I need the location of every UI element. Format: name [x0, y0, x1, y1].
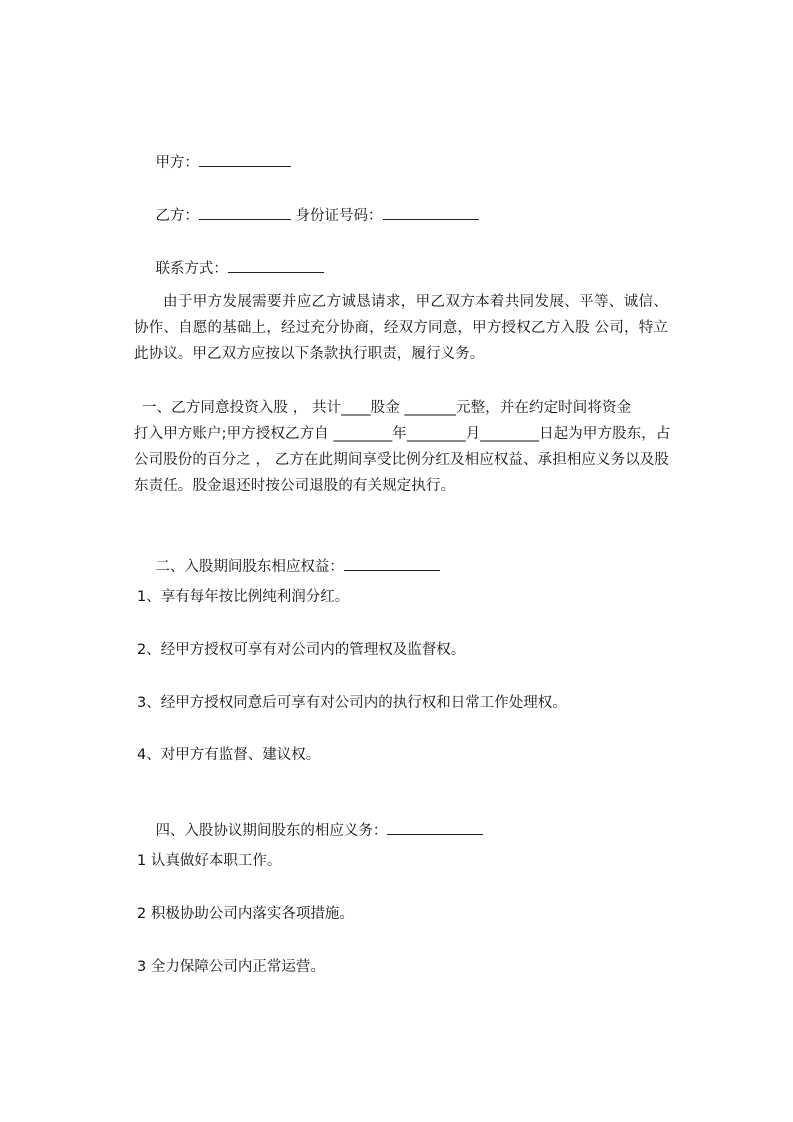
- clause-one-line-2: 打入甲方账户;甲方授权乙方自 ________年________月________日起为甲方股东，占: [134, 426, 671, 442]
- rights-item: 4、对甲方有监督、建议权。: [137, 747, 321, 763]
- rights-item: 1、享有每年按比例纯利润分红。: [137, 589, 350, 605]
- duties-item: 3 全力保障公司内正常运营。: [137, 959, 325, 975]
- duties-item: 1 认真做好本职工作。: [137, 853, 282, 869]
- party-a-label: 甲方：: [155, 155, 199, 171]
- party-b-blank[interactable]: [199, 204, 291, 220]
- clause-two-heading: 二、入股期间股东相应权益：: [155, 559, 344, 575]
- duties-item: 2 积极协助公司内落实各项措施。: [137, 906, 354, 922]
- clause-four-blank[interactable]: [387, 819, 483, 835]
- clause-one-line-4: 东责任。股金退还时按公司退股的有关规定执行。: [134, 478, 456, 494]
- id-number-label: 身份证号码：: [295, 208, 383, 224]
- clause-one: [134, 395, 674, 499]
- clause-one-line-3: 公司股份的百分之 ， 乙方在此期间享受比例分红及相应权益、承担相应义务以及股: [134, 452, 670, 468]
- rights-item: 3、经甲方授权同意后可享有对公司内的执行权和日常工作处理权。: [137, 695, 567, 711]
- contact-label: 联系方式：: [155, 261, 228, 277]
- party-a-blank[interactable]: [199, 151, 291, 167]
- id-number-blank[interactable]: [383, 204, 479, 220]
- intro-paragraph: 由于甲方发展需要并应乙方诚恳请求，甲乙双方本着共同发展、平等、诚信、协作、自愿的基础上，经过充分协商，经双方同意，甲方授权乙方入股 公司，特立此协议。甲乙双方应按以下条款执行职责，履行义务。: [134, 294, 668, 362]
- party-b-label: 乙方：: [155, 208, 199, 224]
- clause-one-line-1: 一、乙方同意投资入股 ， 共计____股金 _______元整，并在约定时间将资金: [142, 400, 632, 416]
- rights-item: 2、经甲方授权可享有对公司内的管理权及监督权。: [137, 642, 466, 658]
- clause-four-heading: 四、入股协议期间股东的相应义务：: [155, 823, 388, 839]
- clause-two-blank[interactable]: [344, 555, 440, 571]
- contact-blank[interactable]: [228, 257, 324, 273]
